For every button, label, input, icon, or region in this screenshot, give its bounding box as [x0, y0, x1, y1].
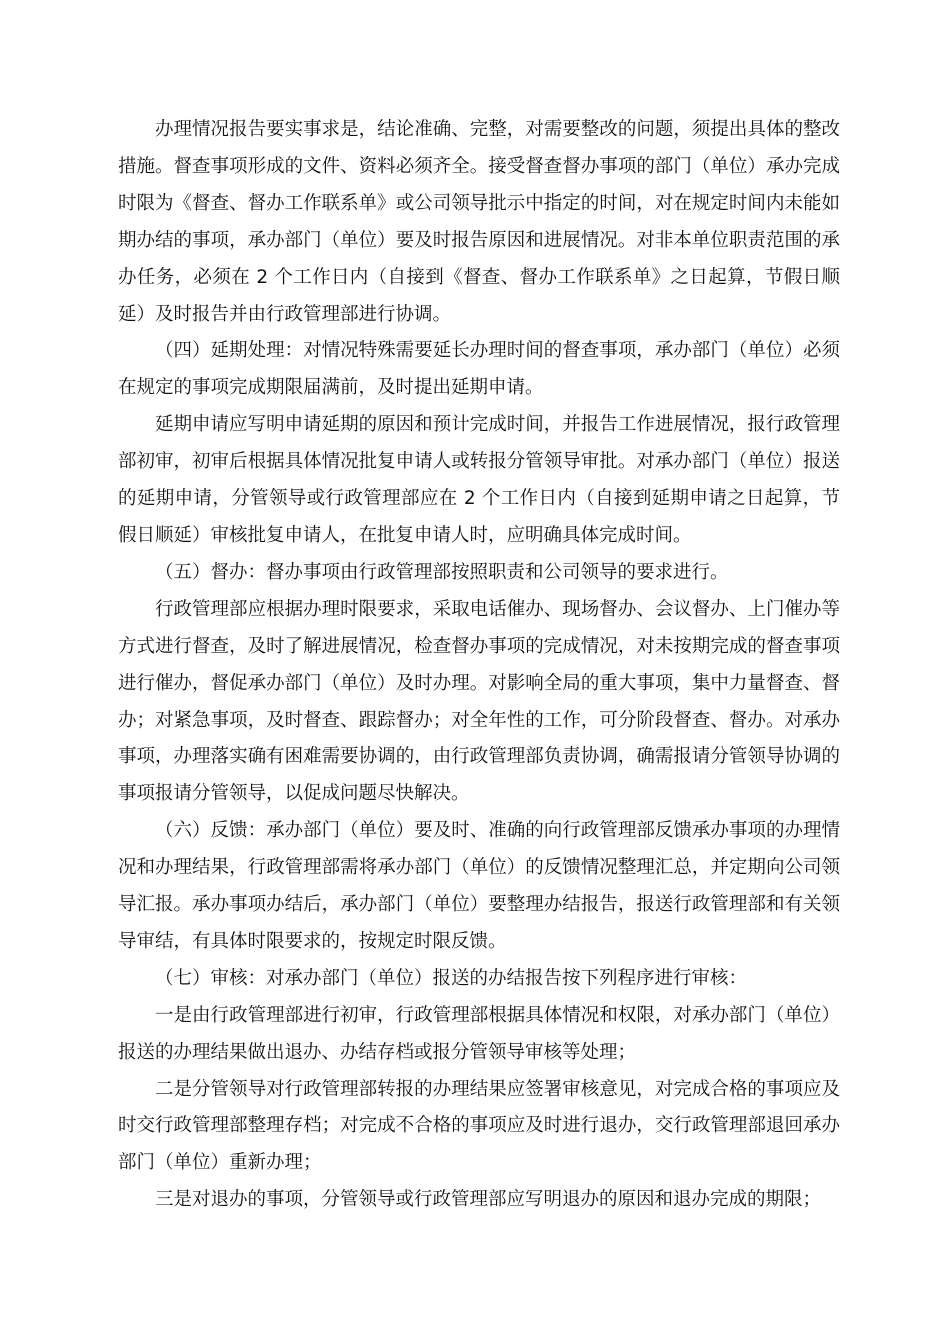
text-line: 办任务，必须在 2 个工作日内（自接到《督查、督办工作联系单》之日起算，节假日顺延） — [118, 266, 840, 325]
text-line: 假日顺延）审核批复申请人，在批复申请人时，应明确具体完成时间。 — [118, 524, 692, 546]
text-line: 时限为《督查、督办工作联系单》或公司领导批示中指定的时间，对在规定时间内未能如 — [118, 192, 840, 214]
text-line: 对紧急事项，及时督查、跟踪督办；对全年性的工作，可分阶段督查、督办。对承办事项， — [118, 709, 840, 768]
document-body — [118, 112, 840, 1219]
paragraph-review — [118, 961, 840, 998]
text-line: 汇报。承办事项办结后，承办部门（单位）要整理办结报告，报送行政管理部和有关领导 — [118, 894, 840, 952]
text-line: （六）反馈：承办部门（单位）要及时、准确的向行政管理部反馈承办事项的办理情况 — [118, 820, 840, 879]
text-line: 三是对退办的事项，分管领导或行政管理部应写明退办的原因和退办完成的期限； — [155, 1189, 822, 1211]
text-line: 行政管理部应根据办理时限要求，采取电话催办、现场督办、会议督办、上门催办等 — [155, 598, 840, 620]
paragraph-review-step-3 — [118, 1182, 840, 1219]
text-line: 和办理结果，行政管理部需将承办部门（单位）的反馈情况整理汇总，并定期向公司领导 — [118, 857, 840, 916]
paragraph-supervision — [118, 555, 840, 592]
paragraph-extension — [118, 333, 840, 407]
text-line: 规定的事项完成期限届满前，及时提出延期申请。 — [136, 377, 544, 399]
text-line: 延期申请应写明申请延期的原因和预计完成时间，并报告工作进展情况，报行政管 — [155, 414, 822, 436]
paragraph-feedback — [118, 813, 840, 961]
text-line: 期办结的事项，承办部门（单位）要及时报告原因和进展情况。对非本单位职责范围的承 — [118, 229, 840, 251]
text-line: （四）延期处理：对情况特殊需要延长办理时间的督查事项，承办部门（单位）必须在 — [118, 340, 840, 399]
text-line: 办理落实确有困难需要协调的，由行政管理部负责协调，确需报请分管领导协调的事项 — [118, 746, 840, 805]
text-line: 一是由行政管理部进行初审，行政管理部根据具体情况和权限，对承办部门（单位） — [155, 1004, 840, 1026]
text-line: 及时报告并由行政管理部进行协调。 — [155, 303, 452, 325]
paragraph-review-step-2 — [118, 1072, 840, 1183]
text-line: 措施。督查事项形成的文件、资料必须齐全。接受督查督办事项的部门（单位）承办完成 — [118, 155, 840, 177]
text-line: 报送的办理结果做出退办、办结存档或报分管领导审核等处理； — [118, 1041, 637, 1063]
paragraph-extension-application — [118, 407, 840, 555]
text-line: 承办部门（单位）重新办理； — [118, 1115, 840, 1174]
paragraph-review-step-1 — [118, 998, 840, 1072]
text-line: （五）督办：督办事项由行政管理部按照职责和公司领导的要求进行。 — [155, 561, 729, 583]
text-line: 二是分管领导对行政管理部转报的办理结果应签署审核意见，对完成合格的事项应 — [155, 1078, 822, 1100]
text-line: 及时交行政管理部整理存档；对完成不合格的事项应及时进行退办，交行政管理部退回 — [118, 1078, 840, 1137]
paragraph-report-requirements — [118, 112, 840, 333]
text-line: （七）审核：对承办部门（单位）报送的办结报告按下列程序进行审核： — [155, 967, 748, 989]
text-line: 审结，有具体时限要求的，按规定时限反馈。 — [136, 930, 507, 952]
paragraph-supervision-methods — [118, 592, 840, 813]
text-line: 方式进行督查，及时了解进展情况，检查督办事项的完成情况，对未按期完成的督查事项 — [118, 635, 840, 657]
text-line: 理部初审，初审后根据具体情况批复申请人或转报分管领导审批。对承办部门（单位）报 — [118, 414, 840, 473]
text-line: 办理情况报告要实事求是，结论准确、完整，对需要整改的问题，须提出具体的整改 — [155, 119, 840, 140]
text-line: 报请分管领导，以促成问题尽快解决。 — [155, 783, 470, 805]
text-line: 送的延期申请，分管领导或行政管理部应在 2 个工作日内（自接到延期申请之日起算，节 — [118, 451, 840, 510]
text-line: 进行催办，督促承办部门（单位）及时办理。对影响全局的重大事项，集中力量督查、督办； — [118, 672, 840, 731]
